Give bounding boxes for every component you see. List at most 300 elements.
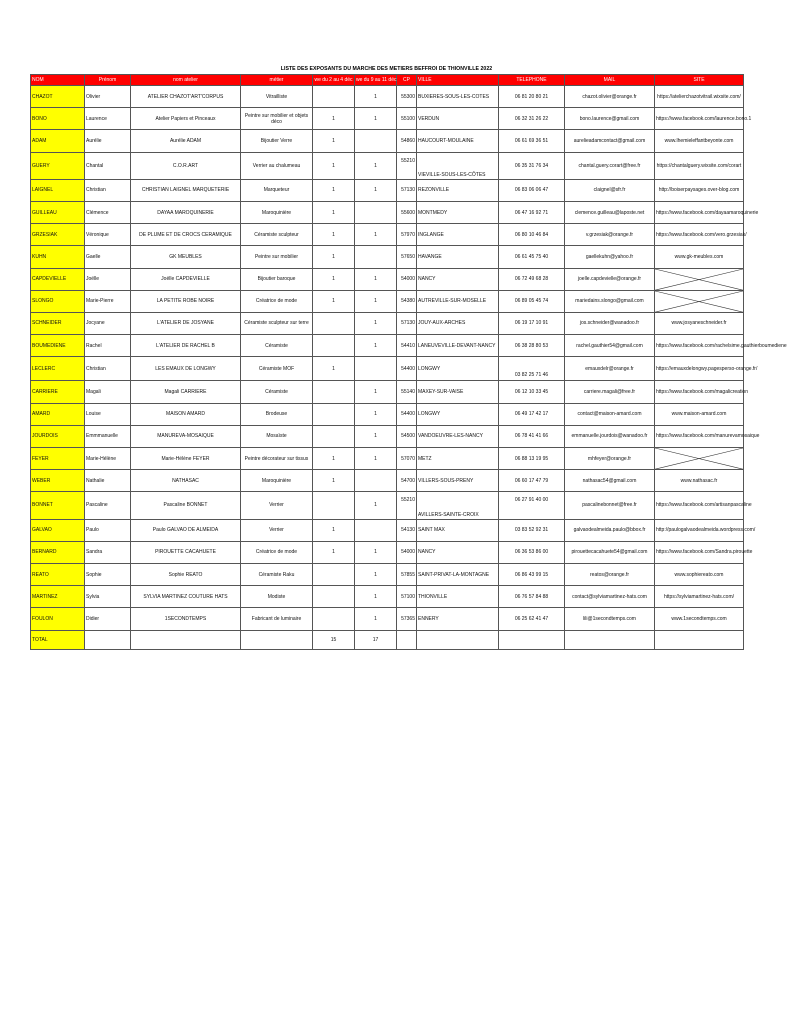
cell-tel[interactable]: 06 80 10 46 84 [499, 224, 565, 246]
cell-mail[interactable] [565, 152, 655, 179]
cell-mail[interactable] [565, 201, 655, 223]
cell-metier[interactable]: Céramiste [241, 335, 313, 357]
email-link[interactable]: chazot.olivier@orange.fr [582, 93, 637, 100]
cell-site[interactable] [655, 492, 752, 519]
cell-nom[interactable]: WEBER [31, 470, 85, 492]
cell-mail[interactable] [565, 130, 655, 152]
cell-ville[interactable]: MAXEY-SUR-VAISE [417, 381, 499, 403]
cell-metier[interactable]: Maroquinière [241, 470, 313, 492]
cell-ville[interactable]: INGLANGE [417, 224, 499, 246]
cell-nom[interactable]: BERNARD [31, 541, 85, 563]
cell-nom[interactable]: GUERY [31, 152, 85, 179]
cell-atelier[interactable]: ATELIER CHAZOT'ART'CORPUS [131, 86, 241, 108]
website-link[interactable]: https://www.facebook.com/Sandra.pirouette [656, 549, 753, 556]
cell-site[interactable] [655, 470, 744, 492]
cell-we2[interactable]: 1 [355, 586, 397, 608]
cell-metier[interactable]: Marqueteur [241, 179, 313, 201]
cell-we1[interactable]: 1 [313, 470, 355, 492]
cell-we2[interactable] [355, 357, 397, 381]
cell-atelier[interactable]: Sophie REATO [131, 563, 241, 585]
cell-cp[interactable]: 57130 [397, 312, 417, 334]
email-link[interactable]: contact@sylviamartinez-hats.com [572, 593, 647, 600]
cell-nom[interactable]: GUILLEAU [31, 201, 85, 223]
cell-nom[interactable]: BONO [31, 108, 85, 130]
cell-atelier[interactable]: Joëlle CAPDEVIELLE [131, 268, 241, 290]
cell-metier[interactable]: Céramiste sculpteur sur terre [241, 312, 313, 334]
cell-we1[interactable] [313, 381, 355, 403]
website-link[interactable]: www.lhemieleffantbeyonte.com [664, 137, 734, 144]
cell-prenom[interactable]: Rachel [85, 335, 131, 357]
cell-ville[interactable]: VILLERS-SOUS-PRENY [417, 470, 499, 492]
cell-metier[interactable]: Fabricant de luminaire [241, 608, 313, 630]
cell-prenom[interactable]: Chantal [85, 152, 131, 179]
cell-ville[interactable]: ENNERY [417, 608, 499, 630]
cell-nom[interactable]: CAPDEVIELLE [31, 268, 85, 290]
cell-ville[interactable]: MONTMEDY [417, 201, 499, 223]
cell-atelier[interactable]: NATHASAC [131, 470, 241, 492]
cell-we2[interactable]: 1 [355, 290, 397, 312]
cell-we1[interactable] [313, 608, 355, 630]
total-we1[interactable]: 15 [313, 630, 355, 649]
cell-metier[interactable]: Modiste [241, 586, 313, 608]
cell-prenom[interactable]: Emmmanuelle [85, 425, 131, 447]
email-link[interactable]: claignel@sfr.fr [593, 187, 626, 194]
empty-cell[interactable] [499, 630, 565, 649]
cell-atelier[interactable]: SYLVIA MARTINEZ COUTURE HATS [131, 586, 241, 608]
cell-ville[interactable]: LANEUVEVILLE-DEVANT-NANCY [417, 335, 499, 357]
email-link[interactable]: galvaodealmeida.paulo@bbox.fr [573, 527, 646, 534]
cell-site[interactable] [655, 357, 758, 381]
cell-mail[interactable] [565, 586, 655, 608]
email-link[interactable]: bono.laurence@gmail.com [579, 115, 640, 122]
website-link[interactable]: https://www.facebook.com/dayaamaroquinerie [656, 209, 759, 216]
cell-we1[interactable] [313, 563, 355, 585]
cell-metier[interactable]: Verrier au chalumeau [241, 152, 313, 179]
email-link[interactable]: aurelieadamcontact@gmail.com [573, 137, 646, 144]
cell-we1[interactable] [313, 425, 355, 447]
cell-site[interactable] [655, 312, 744, 334]
cell-atelier[interactable]: C.O.R.ART [131, 152, 241, 179]
cell-metier[interactable]: Créatrice de mode [241, 541, 313, 563]
cell-tel[interactable]: 06 25 62 41 47 [499, 608, 565, 630]
cell-we2[interactable]: 1 [355, 312, 397, 334]
email-link[interactable]: clemence.guilleau@laposte.net [574, 209, 645, 216]
total-label[interactable]: TOTAL [31, 630, 85, 649]
email-link[interactable]: nathasac54@gmail.com [582, 477, 637, 484]
cell-ville[interactable]: SAINT-PRIVAT-LA-MONTAGNE [417, 563, 499, 585]
cell-site[interactable] [655, 179, 744, 201]
cell-atelier[interactable]: MANUREVA-MOSAIQUE [131, 425, 241, 447]
cell-we1[interactable]: 1 [313, 448, 355, 470]
cell-ville[interactable]: NANCY [417, 541, 499, 563]
cell-metier[interactable]: Bijoutier baroque [241, 268, 313, 290]
email-link[interactable]: jos.schneider@wanadoo.fr [579, 320, 640, 327]
cell-tel[interactable]: 06 61 69 36 51 [499, 130, 565, 152]
website-link[interactable]: https://www.facebook.com/manurevamosaique [656, 433, 760, 440]
cell-prenom[interactable]: Gaelle [85, 246, 131, 268]
cell-metier[interactable]: Peintre sur mobilier [241, 246, 313, 268]
cell-prenom[interactable]: Christian [85, 357, 131, 381]
cell-metier[interactable]: Vitrailliste [241, 86, 313, 108]
cell-site[interactable] [655, 130, 744, 152]
website-link[interactable]: https://www.facebook.com/magalicreation [656, 389, 748, 396]
cell-nom[interactable]: JOURDOIS [31, 425, 85, 447]
cell-nom[interactable]: LAIGNEL [31, 179, 85, 201]
cell-prenom[interactable]: Paulo [85, 519, 131, 541]
cell-atelier[interactable]: CHRISTIAN LAIGNEL MARQUETERIE [131, 179, 241, 201]
cell-cp[interactable]: 54380 [397, 290, 417, 312]
cell-ville[interactable]: AUTREVILLE-SUR-MOSELLE [417, 290, 499, 312]
website-link[interactable]: https://sylviamartinez-hats.com/ [663, 593, 735, 600]
website-link[interactable]: https://emauxdelongwy.pagesperso-orange.fr/ [656, 365, 758, 372]
cell-site[interactable] [655, 335, 787, 357]
cell-cp[interactable]: 54130 [397, 519, 417, 541]
email-link[interactable]: pascalinebonnet@free.fr [582, 502, 637, 509]
cell-we1[interactable] [313, 492, 355, 519]
cell-site[interactable] [655, 152, 744, 179]
cell-we2[interactable]: 1 [355, 381, 397, 403]
cell-mail[interactable] [565, 224, 655, 246]
website-link[interactable]: www.gk-meubles.com [674, 253, 724, 260]
cell-metier[interactable]: Brodeuse [241, 403, 313, 425]
col-header-cp[interactable]: CP [397, 75, 417, 86]
cell-mail[interactable] [565, 86, 655, 108]
website-link[interactable]: http://boiserpaysages.over-blog.com [658, 187, 740, 194]
cell-tel[interactable]: 06 32 31 26 22 [499, 108, 565, 130]
cell-atelier[interactable]: GK MEUBLES [131, 246, 241, 268]
cell-ville[interactable]: AVILLERS-SAINTE-CROIX [417, 492, 499, 519]
cell-we2[interactable]: 1 [355, 492, 397, 519]
email-link[interactable]: joelle.capdevielle@orange.fr [577, 276, 642, 283]
cell-we1[interactable]: 1 [313, 290, 355, 312]
cell-mail[interactable] [565, 492, 655, 519]
cell-nom[interactable]: FOULON [31, 608, 85, 630]
cell-cp[interactable]: 54700 [397, 470, 417, 492]
cell-prenom[interactable]: Christian [85, 179, 131, 201]
cell-prenom[interactable]: Jocyane [85, 312, 131, 334]
website-link[interactable]: https://www.facebook.com/rachelsime.gauthierboumediene [656, 342, 787, 349]
cell-tel[interactable]: 06 81 20 80 21 [499, 86, 565, 108]
cell-mail[interactable] [565, 268, 655, 290]
cell-we2[interactable]: 1 [355, 425, 397, 447]
cell-tel[interactable]: 06 89 05 45 74 [499, 290, 565, 312]
cell-tel[interactable]: 06 88 13 19 95 [499, 448, 565, 470]
cell-nom[interactable]: SLONGO [31, 290, 85, 312]
cell-we1[interactable]: 1 [313, 224, 355, 246]
cell-atelier[interactable]: 1SECONDTEMPS [131, 608, 241, 630]
cell-we2[interactable]: 1 [355, 86, 397, 108]
cell-we2[interactable]: 1 [355, 152, 397, 179]
cell-site[interactable] [655, 586, 744, 608]
cell-nom[interactable]: CARRIERE [31, 381, 85, 403]
cell-site[interactable] [655, 425, 760, 447]
empty-cell[interactable] [241, 630, 313, 649]
cell-ville[interactable]: VANDOEUVRE-LES-NANCY [417, 425, 499, 447]
cell-mail[interactable] [565, 357, 655, 381]
cell-cp[interactable]: 54400 [397, 403, 417, 425]
cell-tel[interactable]: 06 72 49 68 28 [499, 268, 565, 290]
cell-atelier[interactable]: LA PETITE ROBE NOIRE [131, 290, 241, 312]
cell-tel[interactable]: 06 61 45 75 40 [499, 246, 565, 268]
cell-tel[interactable]: 06 35 31 76 34 [499, 152, 565, 179]
cell-atelier[interactable]: L'ATELIER DE JOSYANE [131, 312, 241, 334]
cell-cp[interactable]: 55140 [397, 381, 417, 403]
empty-cell[interactable] [565, 630, 655, 649]
cell-we2[interactable] [355, 246, 397, 268]
cell-cp[interactable]: 57855 [397, 563, 417, 585]
cell-we1[interactable] [313, 335, 355, 357]
cell-we2[interactable]: 1 [355, 403, 397, 425]
cell-ville[interactable]: REZONVILLE [417, 179, 499, 201]
cell-nom[interactable]: BONNET [31, 492, 85, 519]
cell-ville[interactable]: THIONVILLE [417, 586, 499, 608]
cell-nom[interactable]: FEYER [31, 448, 85, 470]
cell-cp[interactable]: 57100 [397, 586, 417, 608]
col-header-tel[interactable]: TELEPHONE [499, 75, 565, 86]
col-header-we2[interactable]: we du 9 au 11 déc [355, 75, 397, 86]
cell-cp[interactable]: 55210 [397, 492, 417, 519]
cell-we1[interactable]: 1 [313, 108, 355, 130]
cell-site[interactable] [655, 108, 752, 130]
cell-cp[interactable]: 57365 [397, 608, 417, 630]
cell-tel[interactable]: 06 38 28 80 53 [499, 335, 565, 357]
cell-mail[interactable] [565, 470, 655, 492]
cell-we2[interactable]: 1 [355, 268, 397, 290]
cell-we2[interactable]: 1 [355, 335, 397, 357]
cell-we1[interactable]: 1 [313, 201, 355, 223]
cell-mail[interactable] [565, 290, 655, 312]
email-link[interactable]: emauxdelr@orange.fr [585, 365, 634, 372]
cell-cp[interactable]: 55300 [397, 86, 417, 108]
cell-nom[interactable]: REATO [31, 563, 85, 585]
cell-atelier[interactable]: Aurélie ADAM [131, 130, 241, 152]
cell-ville[interactable]: BUXIERES-SOUS-LES-COTES [417, 86, 499, 108]
email-link[interactable]: reatos@orange.fr [590, 571, 629, 578]
cell-prenom[interactable]: Joëlle [85, 268, 131, 290]
col-header-site[interactable]: SITE [655, 75, 744, 86]
website-link[interactable]: www.nathasac.fr [680, 477, 718, 484]
cell-atelier[interactable]: Atelier Papiers et Pinceaux [131, 108, 241, 130]
cell-nom[interactable]: GRZESIAK [31, 224, 85, 246]
cell-tel[interactable]: 06 36 53 86 00 [499, 541, 565, 563]
cell-atelier[interactable]: L'ATELIER DE RACHEL B [131, 335, 241, 357]
cell-cp[interactable]: 54500 [397, 425, 417, 447]
cell-prenom[interactable]: Pascaline [85, 492, 131, 519]
cell-site[interactable] [655, 290, 744, 312]
website-link[interactable]: https://atelierchazotvitrail.wixsite.com/ [657, 93, 741, 100]
col-header-prenom[interactable]: Prénom [85, 75, 131, 86]
cell-prenom[interactable]: Clémence [85, 201, 131, 223]
cell-nom[interactable]: AMARD [31, 403, 85, 425]
cell-metier[interactable]: Céramiste sculpteur [241, 224, 313, 246]
cell-mail[interactable] [565, 403, 655, 425]
cell-prenom[interactable]: Didier [85, 608, 131, 630]
empty-cell[interactable] [131, 630, 241, 649]
cell-ville[interactable]: HAUCOURT-MOULAINE [417, 130, 499, 152]
cell-metier[interactable]: Peintre décorateur sur tissus [241, 448, 313, 470]
cell-prenom[interactable]: Véronique [85, 224, 131, 246]
cell-prenom[interactable]: Laurence [85, 108, 131, 130]
cell-ville[interactable]: NANCY [417, 268, 499, 290]
cell-we2[interactable]: 1 [355, 608, 397, 630]
cell-site[interactable] [655, 268, 744, 290]
cell-we2[interactable]: 1 [355, 179, 397, 201]
website-link[interactable]: www.josyaneschneider.fr [671, 320, 727, 327]
cell-we2[interactable] [355, 470, 397, 492]
email-link[interactable]: mhfeyer@orange.fr [587, 455, 632, 462]
cell-mail[interactable] [565, 448, 655, 470]
email-link[interactable]: lili@1secondtemps.com [583, 615, 636, 622]
cell-ville[interactable]: LONGWY [417, 357, 499, 381]
website-link[interactable]: www.1secondtemps.com [671, 615, 727, 622]
cell-we2[interactable]: 1 [355, 563, 397, 585]
website-link[interactable]: https://www.facebook.com/vero.grzesiak/ [656, 231, 747, 238]
col-header-metier[interactable]: métier [241, 75, 313, 86]
cell-we1[interactable]: 1 [313, 541, 355, 563]
cell-we1[interactable] [313, 586, 355, 608]
cell-we1[interactable]: 1 [313, 246, 355, 268]
cell-ville[interactable]: SAINT MAX [417, 519, 499, 541]
cell-site[interactable] [655, 246, 744, 268]
cell-site[interactable] [655, 224, 747, 246]
cell-atelier[interactable]: Pascaline BONNET [131, 492, 241, 519]
cell-tel[interactable]: 06 12 10 33 45 [499, 381, 565, 403]
cell-site[interactable] [655, 563, 744, 585]
cell-we2[interactable]: 1 [355, 224, 397, 246]
cell-cp[interactable]: 57130 [397, 179, 417, 201]
cell-cp[interactable]: 54000 [397, 541, 417, 563]
cell-cp[interactable]: 54860 [397, 130, 417, 152]
cell-metier[interactable]: Maroquinière [241, 201, 313, 223]
email-link[interactable]: emmanuelle.jourdois@wanadoo.fr [571, 433, 648, 440]
cell-atelier[interactable]: Marie-Hélène FEYER [131, 448, 241, 470]
cell-prenom[interactable]: Sophie [85, 563, 131, 585]
cell-mail[interactable] [565, 425, 655, 447]
cell-prenom[interactable]: Sylvia [85, 586, 131, 608]
cell-cp[interactable]: 54410 [397, 335, 417, 357]
website-link[interactable]: http://paulogalvaodealmeida.wordpress.com/ [656, 527, 756, 534]
cell-tel[interactable]: 06 86 43 99 15 [499, 563, 565, 585]
cell-prenom[interactable]: Marie-Hélène [85, 448, 131, 470]
cell-site[interactable] [655, 381, 748, 403]
cell-prenom[interactable]: Olivier [85, 86, 131, 108]
cell-nom[interactable]: KUHN [31, 246, 85, 268]
website-link[interactable]: www.sophiereato.com [674, 571, 724, 578]
empty-cell[interactable] [655, 630, 744, 649]
cell-mail[interactable] [565, 608, 655, 630]
cell-mail[interactable] [565, 541, 655, 563]
total-we2[interactable]: 17 [355, 630, 397, 649]
cell-tel[interactable]: 06 47 16 92 71 [499, 201, 565, 223]
cell-cp[interactable]: 55210 [397, 152, 417, 179]
col-header-we1[interactable]: we du 2 au 4 déc [313, 75, 355, 86]
cell-we1[interactable]: 1 [313, 268, 355, 290]
cell-tel[interactable]: 06 76 57 84 88 [499, 586, 565, 608]
email-link[interactable]: gaellekuhn@yahoo.fr [585, 253, 634, 260]
cell-prenom[interactable]: Magali [85, 381, 131, 403]
cell-nom[interactable]: BOUMEDIENE [31, 335, 85, 357]
website-link[interactable]: www.maison-amard.com [671, 411, 727, 418]
website-link[interactable]: https://www.facebook.com/laurence.bono.1 [656, 115, 752, 122]
cell-mail[interactable] [565, 381, 655, 403]
cell-we1[interactable] [313, 312, 355, 334]
cell-nom[interactable]: CHAZOT [31, 86, 85, 108]
cell-atelier[interactable]: Paulo GALVAO DE ALMEIDA [131, 519, 241, 541]
cell-atelier[interactable]: PIROUETTE CACAHUETE [131, 541, 241, 563]
cell-metier[interactable]: Créatrice de mode [241, 290, 313, 312]
cell-prenom[interactable]: Aurélie [85, 130, 131, 152]
empty-cell[interactable] [417, 630, 499, 649]
cell-tel[interactable]: 06 78 41 41 66 [499, 425, 565, 447]
cell-mail[interactable] [565, 563, 655, 585]
cell-metier[interactable]: Céramiste MOF [241, 357, 313, 381]
cell-site[interactable] [655, 448, 744, 470]
cell-site[interactable] [655, 608, 744, 630]
empty-cell[interactable] [397, 630, 417, 649]
cell-cp[interactable]: 57650 [397, 246, 417, 268]
cell-ville[interactable]: VIEVILLE-SOUS-LES-CÔTES [417, 152, 499, 179]
cell-prenom[interactable]: Marie-Pierre [85, 290, 131, 312]
cell-metier[interactable]: Céramiste Raku [241, 563, 313, 585]
cell-nom[interactable]: ADAM [31, 130, 85, 152]
cell-mail[interactable] [565, 179, 655, 201]
cell-nom[interactable]: GALVAO [31, 519, 85, 541]
cell-tel[interactable]: 03 82 25 71 46 [499, 357, 565, 381]
cell-we1[interactable] [313, 86, 355, 108]
cell-we2[interactable]: 1 [355, 541, 397, 563]
cell-nom[interactable]: SCHNEIDER [31, 312, 85, 334]
cell-cp[interactable]: 54000 [397, 268, 417, 290]
email-link[interactable]: chantal.guery.corart@free.fr [578, 162, 641, 169]
cell-ville[interactable]: LONGWY [417, 403, 499, 425]
cell-nom[interactable]: LECLERC [31, 357, 85, 381]
cell-we2[interactable]: 1 [355, 448, 397, 470]
cell-metier[interactable]: Mosaïste [241, 425, 313, 447]
cell-we2[interactable] [355, 201, 397, 223]
cell-we1[interactable]: 1 [313, 179, 355, 201]
col-header-atelier[interactable]: nom atelier [131, 75, 241, 86]
cell-site[interactable] [655, 541, 753, 563]
cell-tel[interactable]: 06 60 17 47 79 [499, 470, 565, 492]
cell-atelier[interactable]: DE PLUME ET DE CROCS CERAMIQUE [131, 224, 241, 246]
cell-metier[interactable]: Peintre sur mobilier et objets déco [241, 108, 313, 130]
cell-nom[interactable]: MARTINEZ [31, 586, 85, 608]
cell-prenom[interactable]: Louise [85, 403, 131, 425]
cell-prenom[interactable]: Sandra [85, 541, 131, 563]
cell-cp[interactable]: 57070 [397, 448, 417, 470]
cell-metier[interactable]: Verrier [241, 492, 313, 519]
cell-tel[interactable]: 06 27 91 40 00 [499, 492, 565, 519]
cell-mail[interactable] [565, 312, 655, 334]
cell-atelier[interactable]: Magali CARRIERE [131, 381, 241, 403]
cell-atelier[interactable]: MAISON AMARD [131, 403, 241, 425]
cell-cp[interactable]: 55100 [397, 108, 417, 130]
cell-tel[interactable]: 06 19 17 10 91 [499, 312, 565, 334]
cell-metier[interactable]: Bijoutier Verre [241, 130, 313, 152]
website-link[interactable]: https://www.facebook.com/artisanpascaline [656, 502, 752, 509]
cell-ville[interactable]: JOUY-AUX-ARCHES [417, 312, 499, 334]
email-link[interactable]: v.grzesiak@orange.fr [585, 231, 634, 238]
email-link[interactable]: carriere.magali@free.fr [583, 389, 636, 396]
cell-atelier[interactable]: LES EMAUX DE LONGWY [131, 357, 241, 381]
cell-cp[interactable]: 54400 [397, 357, 417, 381]
cell-mail[interactable] [565, 246, 655, 268]
cell-we2[interactable]: 1 [355, 108, 397, 130]
cell-ville[interactable]: METZ [417, 448, 499, 470]
cell-prenom[interactable]: Nathalie [85, 470, 131, 492]
cell-mail[interactable] [565, 108, 655, 130]
cell-we1[interactable] [313, 403, 355, 425]
